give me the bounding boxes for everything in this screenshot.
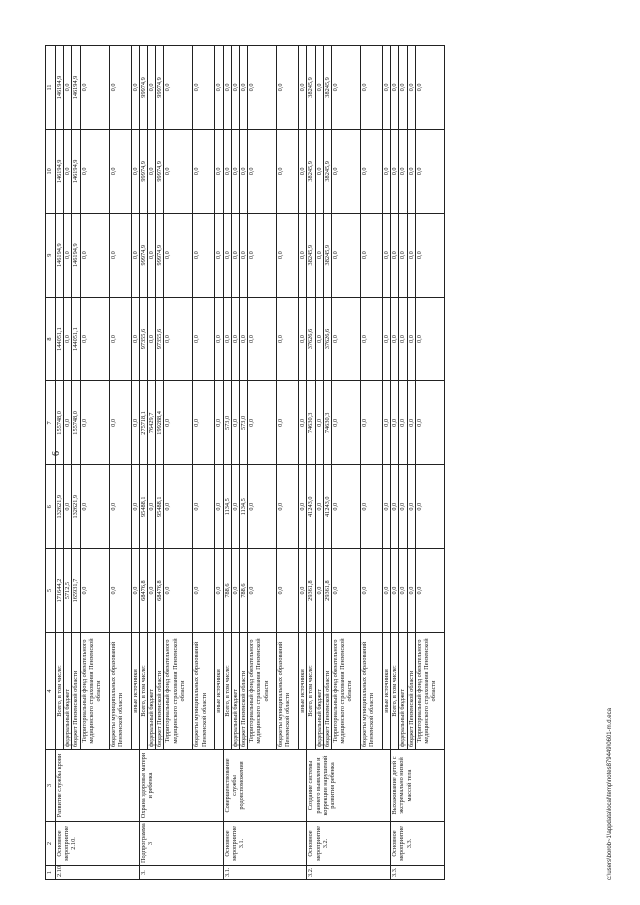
- amount-cell: 788,6: [240, 549, 248, 633]
- amount-cell: 0,0: [415, 549, 444, 633]
- footer-path: c:\users\borob~1\appdata\local\temp\notes879449\0601-m.d.eca: [607, 708, 613, 880]
- amount-cell: 0,0: [415, 297, 444, 381]
- section-name: Основное мероприятие 3.1.: [223, 822, 307, 866]
- amount-cell: 0,0: [64, 465, 72, 549]
- amount-cell: 97355,6: [156, 297, 164, 381]
- amount-cell: 0,0: [109, 129, 131, 213]
- header-cell: 7: [46, 381, 56, 465]
- amount-cell: 0,0: [315, 297, 323, 381]
- funding-source: бюджеты муниципальных образований Пензенской области: [109, 633, 131, 750]
- amount-cell: 0,0: [399, 46, 407, 130]
- funding-source: Всего, в том числе:: [223, 633, 231, 750]
- amount-cell: 99974,9: [139, 46, 147, 130]
- section-name: Основное мероприятие 3.3.: [391, 822, 445, 866]
- amount-cell: 1134,5: [223, 465, 231, 549]
- amount-cell: 146194,9: [72, 213, 80, 297]
- section-number: 3.: [139, 866, 223, 880]
- amount-cell: 68476,8: [156, 549, 164, 633]
- amount-cell: 38245,9: [323, 213, 331, 297]
- amount-cell: 0,0: [332, 129, 361, 213]
- table-row: [223, 46, 231, 880]
- funding-source: иные источники: [131, 633, 139, 750]
- amount-cell: 0,0: [164, 549, 193, 633]
- table-row: [139, 46, 147, 880]
- amount-cell: 5712,5: [64, 549, 72, 633]
- amount-cell: 0,0: [391, 129, 399, 213]
- amount-cell: 788,6: [223, 549, 231, 633]
- amount-cell: 0,0: [248, 549, 277, 633]
- amount-cell: 0,0: [193, 297, 215, 381]
- amount-cell: 0,0: [383, 381, 391, 465]
- amount-cell: 0,0: [231, 297, 239, 381]
- amount-cell: 0,0: [148, 297, 156, 381]
- amount-cell: 0,0: [383, 549, 391, 633]
- amount-cell: 0,0: [383, 213, 391, 297]
- funding-source: бюджеты муниципальных образований Пензенской области: [193, 633, 215, 750]
- amount-cell: 0,0: [193, 129, 215, 213]
- amount-cell: 0,0: [193, 549, 215, 633]
- amount-cell: 0,0: [332, 465, 361, 549]
- amount-cell: 146194,9: [56, 129, 64, 213]
- amount-cell: 165931,7: [72, 549, 80, 633]
- amount-cell: 0,0: [80, 381, 109, 465]
- funding-source: бюджет Пензенской области: [72, 633, 80, 750]
- budget-table: [45, 45, 445, 880]
- amount-cell: 0,0: [148, 129, 156, 213]
- amount-cell: 0,0: [148, 549, 156, 633]
- amount-cell: 0,0: [223, 129, 231, 213]
- amount-cell: 0,0: [315, 129, 323, 213]
- funding-source: иные источники: [299, 633, 307, 750]
- amount-cell: 0,0: [164, 129, 193, 213]
- amount-cell: 0,0: [109, 297, 131, 381]
- amount-cell: 0,0: [407, 549, 415, 633]
- amount-cell: 0,0: [248, 297, 277, 381]
- amount-cell: 0,0: [391, 549, 399, 633]
- section-number: 3.2.: [307, 866, 391, 880]
- amount-cell: 0,0: [332, 381, 361, 465]
- amount-cell: 146194,9: [56, 213, 64, 297]
- amount-cell: 0,0: [215, 381, 223, 465]
- amount-cell: 0,0: [399, 213, 407, 297]
- section-description: Развитие службы крови: [56, 750, 140, 822]
- section-name: Подпрограмма 3: [139, 822, 223, 866]
- amount-cell: 0,0: [383, 297, 391, 381]
- funding-source: Всего, в том числе:: [139, 633, 147, 750]
- amount-cell: 99974,9: [139, 129, 147, 213]
- amount-cell: 0,0: [231, 213, 239, 297]
- amount-cell: 0,0: [277, 465, 299, 549]
- amount-cell: 0,0: [361, 46, 383, 130]
- amount-cell: 0,0: [277, 213, 299, 297]
- amount-cell: 0,0: [332, 213, 361, 297]
- funding-source: иные источники: [215, 633, 223, 750]
- funding-source: бюджет Пензенской области: [323, 633, 331, 750]
- amount-cell: 0,0: [80, 213, 109, 297]
- amount-cell: 95488,1: [139, 465, 147, 549]
- amount-cell: 0,0: [332, 549, 361, 633]
- funding-source: Территориальный фонд обязательного медицинского страхования Пензенской области: [164, 633, 193, 750]
- amount-cell: 0,0: [315, 549, 323, 633]
- table-row: [56, 46, 64, 880]
- amount-cell: 38245,9: [307, 46, 315, 130]
- amount-cell: 99974,9: [156, 46, 164, 130]
- amount-cell: 0,0: [231, 465, 239, 549]
- table-row: [391, 46, 399, 880]
- amount-cell: 0,0: [391, 465, 399, 549]
- amount-cell: 0,0: [407, 129, 415, 213]
- amount-cell: 0,0: [240, 213, 248, 297]
- amount-cell: 0,0: [361, 213, 383, 297]
- amount-cell: 0,0: [299, 549, 307, 633]
- amount-cell: 155748,0: [56, 381, 64, 465]
- section-number: 2.10.: [56, 866, 140, 880]
- header-cell: 6: [46, 465, 56, 549]
- amount-cell: 0,0: [299, 213, 307, 297]
- amount-cell: 146194,9: [56, 46, 64, 130]
- amount-cell: 0,0: [109, 549, 131, 633]
- amount-cell: 0,0: [131, 549, 139, 633]
- amount-cell: 0,0: [164, 46, 193, 130]
- amount-cell: 0,0: [215, 213, 223, 297]
- amount-cell: 0,0: [407, 297, 415, 381]
- funding-source: федеральный бюджет: [399, 633, 407, 750]
- amount-cell: 171644,2: [56, 549, 64, 633]
- amount-cell: 0,0: [299, 381, 307, 465]
- header-cell: 11: [46, 46, 56, 130]
- amount-cell: 0,0: [415, 381, 444, 465]
- funding-source: федеральный бюджет: [315, 633, 323, 750]
- amount-cell: 0,0: [277, 297, 299, 381]
- amount-cell: 0,0: [315, 46, 323, 130]
- section-description: Создание системы раннего выявления и коррекции нарушений развития ребенка: [307, 750, 391, 822]
- amount-cell: 0,0: [131, 213, 139, 297]
- amount-cell: 0,0: [240, 297, 248, 381]
- amount-cell: 0,0: [407, 46, 415, 130]
- amount-cell: 0,0: [248, 381, 277, 465]
- page-number: 6: [51, 451, 62, 456]
- amount-cell: 0,0: [299, 297, 307, 381]
- amount-cell: 144051,1: [56, 297, 64, 381]
- amount-cell: 0,0: [64, 381, 72, 465]
- amount-cell: 74630,3: [307, 381, 315, 465]
- header-cell: 2: [46, 822, 56, 866]
- section-description: Охрана здоровья матери и ребенка: [139, 750, 223, 822]
- amount-cell: 0,0: [193, 381, 215, 465]
- amount-cell: 0,0: [131, 129, 139, 213]
- funding-source: иные источники: [383, 633, 391, 750]
- amount-cell: 573,0: [240, 381, 248, 465]
- funding-source: Всего, в том числе:: [56, 633, 64, 750]
- amount-cell: 38245,9: [323, 129, 331, 213]
- funding-source: бюджет Пензенской области: [407, 633, 415, 750]
- amount-cell: 0,0: [399, 129, 407, 213]
- funding-source: федеральный бюджет: [64, 633, 72, 750]
- amount-cell: 0,0: [109, 381, 131, 465]
- amount-cell: 0,0: [109, 465, 131, 549]
- amount-cell: 0,0: [164, 381, 193, 465]
- section-description: Выхаживание детей с экстремально низкой массой тела: [391, 750, 445, 822]
- funding-source: бюджет Пензенской области: [156, 633, 164, 750]
- amount-cell: 38245,9: [307, 129, 315, 213]
- amount-cell: 0,0: [277, 46, 299, 130]
- section-name: Основное мероприятие 3.2.: [307, 822, 391, 866]
- amount-cell: 0,0: [407, 381, 415, 465]
- amount-cell: 0,0: [231, 129, 239, 213]
- amount-cell: 0,0: [164, 465, 193, 549]
- amount-cell: 144051,1: [72, 297, 80, 381]
- amount-cell: 132621,9: [56, 465, 64, 549]
- amount-cell: 0,0: [277, 381, 299, 465]
- amount-cell: 0,0: [80, 465, 109, 549]
- amount-cell: 99974,9: [156, 129, 164, 213]
- amount-cell: 0,0: [391, 213, 399, 297]
- amount-cell: 38245,9: [307, 213, 315, 297]
- amount-cell: 0,0: [361, 381, 383, 465]
- amount-cell: 37626,6: [323, 297, 331, 381]
- amount-cell: 41243,0: [307, 465, 315, 549]
- amount-cell: 573,0: [223, 381, 231, 465]
- amount-cell: 41243,0: [323, 465, 331, 549]
- amount-cell: 29361,8: [323, 549, 331, 633]
- section-number: 3.1.: [223, 866, 307, 880]
- funding-source: Территориальный фонд обязательного медицинского страхования Пензенской области: [332, 633, 361, 750]
- amount-cell: 0,0: [399, 549, 407, 633]
- amount-cell: 0,0: [193, 213, 215, 297]
- header-row: [46, 46, 56, 880]
- amount-cell: 0,0: [391, 46, 399, 130]
- funding-source: федеральный бюджет: [148, 633, 156, 750]
- table-row: [307, 46, 315, 880]
- amount-cell: 0,0: [415, 465, 444, 549]
- amount-cell: 0,0: [383, 46, 391, 130]
- amount-cell: 146194,9: [72, 129, 80, 213]
- amount-cell: 0,0: [391, 297, 399, 381]
- amount-cell: 0,0: [223, 46, 231, 130]
- amount-cell: 0,0: [407, 465, 415, 549]
- amount-cell: 0,0: [164, 213, 193, 297]
- amount-cell: 68476,8: [139, 549, 147, 633]
- funding-source: бюджеты муниципальных образований Пензенской области: [361, 633, 383, 750]
- amount-cell: 99974,9: [139, 213, 147, 297]
- amount-cell: 0,0: [407, 213, 415, 297]
- amount-cell: 0,0: [299, 129, 307, 213]
- amount-cell: 0,0: [64, 129, 72, 213]
- amount-cell: 38245,9: [323, 46, 331, 130]
- amount-cell: 0,0: [148, 465, 156, 549]
- amount-cell: 0,0: [248, 465, 277, 549]
- amount-cell: 0,0: [277, 549, 299, 633]
- amount-cell: 0,0: [240, 46, 248, 130]
- amount-cell: 0,0: [215, 465, 223, 549]
- amount-cell: 0,0: [361, 549, 383, 633]
- amount-cell: 0,0: [223, 297, 231, 381]
- amount-cell: 0,0: [223, 213, 231, 297]
- amount-cell: 0,0: [80, 46, 109, 130]
- amount-cell: 0,0: [215, 129, 223, 213]
- amount-cell: 0,0: [315, 381, 323, 465]
- amount-cell: 0,0: [399, 465, 407, 549]
- amount-cell: 0,0: [399, 381, 407, 465]
- amount-cell: 132621,9: [72, 465, 80, 549]
- amount-cell: 0,0: [80, 297, 109, 381]
- section-number: 3.3.: [391, 866, 445, 880]
- amount-cell: 29361,8: [307, 549, 315, 633]
- header-cell: 3: [46, 750, 56, 822]
- amount-cell: 0,0: [215, 549, 223, 633]
- section-name: Основное мероприятие 2.10.: [56, 822, 140, 866]
- amount-cell: 0,0: [231, 46, 239, 130]
- amount-cell: 199288,4: [156, 381, 164, 465]
- amount-cell: 0,0: [231, 549, 239, 633]
- amount-cell: 0,0: [109, 213, 131, 297]
- amount-cell: 0,0: [248, 213, 277, 297]
- header-cell: 1: [46, 866, 56, 880]
- funding-source: Территориальный фонд обязательного медицинского страхования Пензенской области: [80, 633, 109, 750]
- amount-cell: 146194,9: [72, 46, 80, 130]
- amount-cell: 0,0: [248, 46, 277, 130]
- amount-cell: 0,0: [80, 129, 109, 213]
- amount-cell: 0,0: [415, 213, 444, 297]
- amount-cell: 1134,5: [240, 465, 248, 549]
- funding-source: Всего, в том числе:: [391, 633, 399, 750]
- header-cell: 10: [46, 129, 56, 213]
- funding-source: федеральный бюджет: [231, 633, 239, 750]
- amount-cell: 0,0: [148, 213, 156, 297]
- amount-cell: 0,0: [277, 129, 299, 213]
- amount-cell: 0,0: [148, 46, 156, 130]
- header-cell: 4: [46, 633, 56, 750]
- amount-cell: 0,0: [299, 465, 307, 549]
- table-body: [56, 46, 445, 880]
- amount-cell: 0,0: [131, 465, 139, 549]
- amount-cell: 0,0: [361, 129, 383, 213]
- funding-source: Территориальный фонд обязательного медицинского страхования Пензенской области: [415, 633, 444, 750]
- amount-cell: 0,0: [361, 465, 383, 549]
- amount-cell: 155748,0: [72, 381, 80, 465]
- amount-cell: 0,0: [248, 129, 277, 213]
- amount-cell: 0,0: [193, 465, 215, 549]
- header-cell: 5: [46, 549, 56, 633]
- rotated-document: [45, 45, 613, 880]
- amount-cell: 0,0: [193, 46, 215, 130]
- amount-cell: 0,0: [391, 381, 399, 465]
- amount-cell: 0,0: [215, 297, 223, 381]
- funding-source: бюджет Пензенской области: [240, 633, 248, 750]
- amount-cell: 76429,7: [148, 381, 156, 465]
- amount-cell: 0,0: [383, 129, 391, 213]
- amount-cell: 0,0: [361, 297, 383, 381]
- amount-cell: 275718,1: [139, 381, 147, 465]
- header-cell: 9: [46, 213, 56, 297]
- amount-cell: 99974,9: [156, 213, 164, 297]
- funding-source: бюджеты муниципальных образований Пензенской области: [277, 633, 299, 750]
- amount-cell: 74630,3: [323, 381, 331, 465]
- amount-cell: 0,0: [164, 297, 193, 381]
- amount-cell: 0,0: [64, 213, 72, 297]
- header-cell: 8: [46, 297, 56, 381]
- amount-cell: 0,0: [315, 213, 323, 297]
- section-description: Совершенствование службы родовспоможения: [223, 750, 307, 822]
- amount-cell: 0,0: [131, 46, 139, 130]
- amount-cell: 0,0: [315, 465, 323, 549]
- amount-cell: 37626,6: [307, 297, 315, 381]
- amount-cell: 0,0: [299, 46, 307, 130]
- amount-cell: 0,0: [80, 549, 109, 633]
- amount-cell: 0,0: [215, 46, 223, 130]
- amount-cell: 0,0: [64, 297, 72, 381]
- amount-cell: 95488,1: [156, 465, 164, 549]
- funding-source: Территориальный фонд обязательного медицинского страхования Пензенской области: [248, 633, 277, 750]
- amount-cell: 0,0: [383, 465, 391, 549]
- amount-cell: 0,0: [64, 46, 72, 130]
- amount-cell: 0,0: [231, 381, 239, 465]
- amount-cell: 0,0: [332, 297, 361, 381]
- amount-cell: 0,0: [131, 297, 139, 381]
- amount-cell: 0,0: [415, 129, 444, 213]
- funding-source: Всего, в том числе:: [307, 633, 315, 750]
- amount-cell: 0,0: [399, 297, 407, 381]
- amount-cell: 0,0: [332, 46, 361, 130]
- amount-cell: 0,0: [415, 46, 444, 130]
- amount-cell: 0,0: [131, 381, 139, 465]
- amount-cell: 97355,6: [139, 297, 147, 381]
- amount-cell: 0,0: [109, 46, 131, 130]
- amount-cell: 0,0: [240, 129, 248, 213]
